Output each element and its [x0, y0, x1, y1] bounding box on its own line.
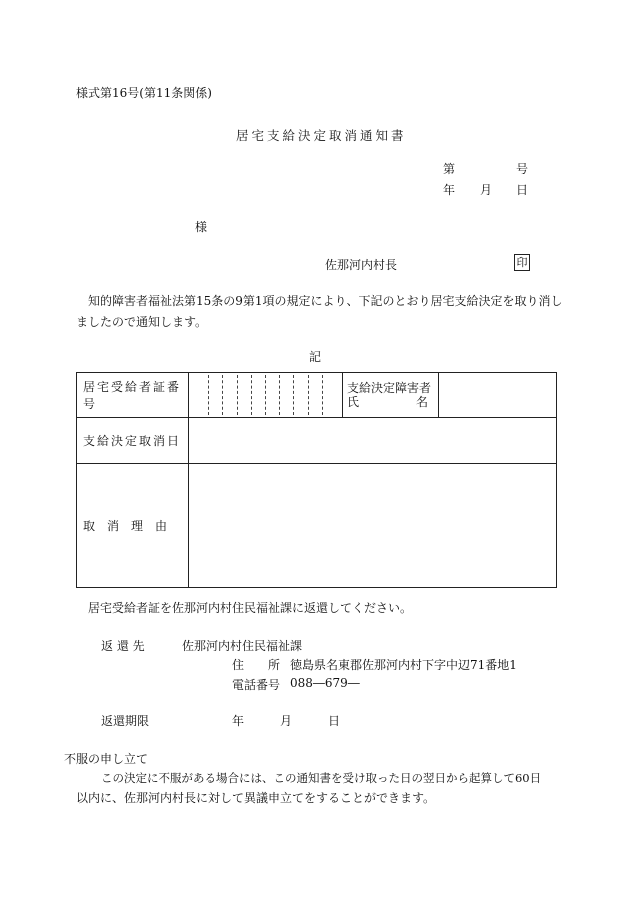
ki-heading: 記 — [309, 350, 322, 364]
name-label-shi: 氏 — [347, 395, 360, 409]
recipient-name-label-line1: 支給決定障害者 — [347, 381, 432, 395]
record-table — [76, 372, 557, 588]
reason-label: 取 消 理 由 — [77, 464, 189, 588]
appeal-line1: この決定に不服がある場合には、この通知書を受け取った日の翌日から起算して60日 — [101, 771, 542, 785]
document-title: 居宅支給決定取消通知書 — [236, 128, 407, 143]
appeal-heading: 不服の申し立て — [64, 752, 149, 766]
date-day: 日 — [516, 183, 529, 197]
address-label: 住 所 — [232, 658, 281, 672]
return-dest-label: 返 還 先 — [101, 639, 145, 653]
number-go: 号 — [516, 162, 529, 176]
deadline-year: 年 — [232, 714, 245, 728]
return-dest-value: 佐那河内村住民福祉課 — [182, 639, 303, 653]
cancel-date-label: 支給決定取消日 — [77, 418, 189, 464]
phone-label: 電話番号 — [232, 678, 281, 692]
number-dai: 第 — [443, 162, 456, 176]
cert-number-cells[interactable] — [189, 373, 343, 418]
recipient-name-value[interactable] — [439, 373, 557, 418]
notice-paragraph-cont: ましたので通知します。 — [76, 315, 208, 329]
return-notice: 居宅受給者証を佐那河内村住民福祉課に返還してください。 — [88, 601, 413, 615]
deadline-day: 日 — [328, 714, 341, 728]
addressee-suffix: 様 — [195, 220, 208, 234]
date-year: 年 — [443, 183, 456, 197]
notice-paragraph: 知的障害者福祉法第15条の9第1項の規定により、下記のとおり居宅支給決定を取り消し — [88, 294, 563, 308]
cert-number-label: 居宅受給者証番号 — [77, 373, 189, 418]
seal-mark: 印 — [514, 254, 530, 271]
address-value: 徳島県名東郡佐那河内村下字中辺71番地1 — [290, 658, 517, 672]
phone-value: 088―679― — [290, 676, 360, 690]
form-number: 様式第16号(第11条関係) — [76, 86, 212, 100]
name-label-mei: 名 — [415, 395, 428, 409]
deadline-month: 月 — [280, 714, 293, 728]
reason-value[interactable] — [189, 464, 557, 588]
issuer-name: 佐那河内村長 — [325, 258, 398, 272]
recipient-name-label — [343, 373, 439, 418]
cancel-date-value[interactable] — [189, 418, 557, 464]
deadline-label: 返還期限 — [101, 714, 150, 728]
appeal-line2: 以内に、佐那河内村長に対して異議申立てをすることができます。 — [76, 791, 436, 805]
date-month: 月 — [480, 183, 493, 197]
cert-number-digit-boxes — [195, 375, 336, 415]
